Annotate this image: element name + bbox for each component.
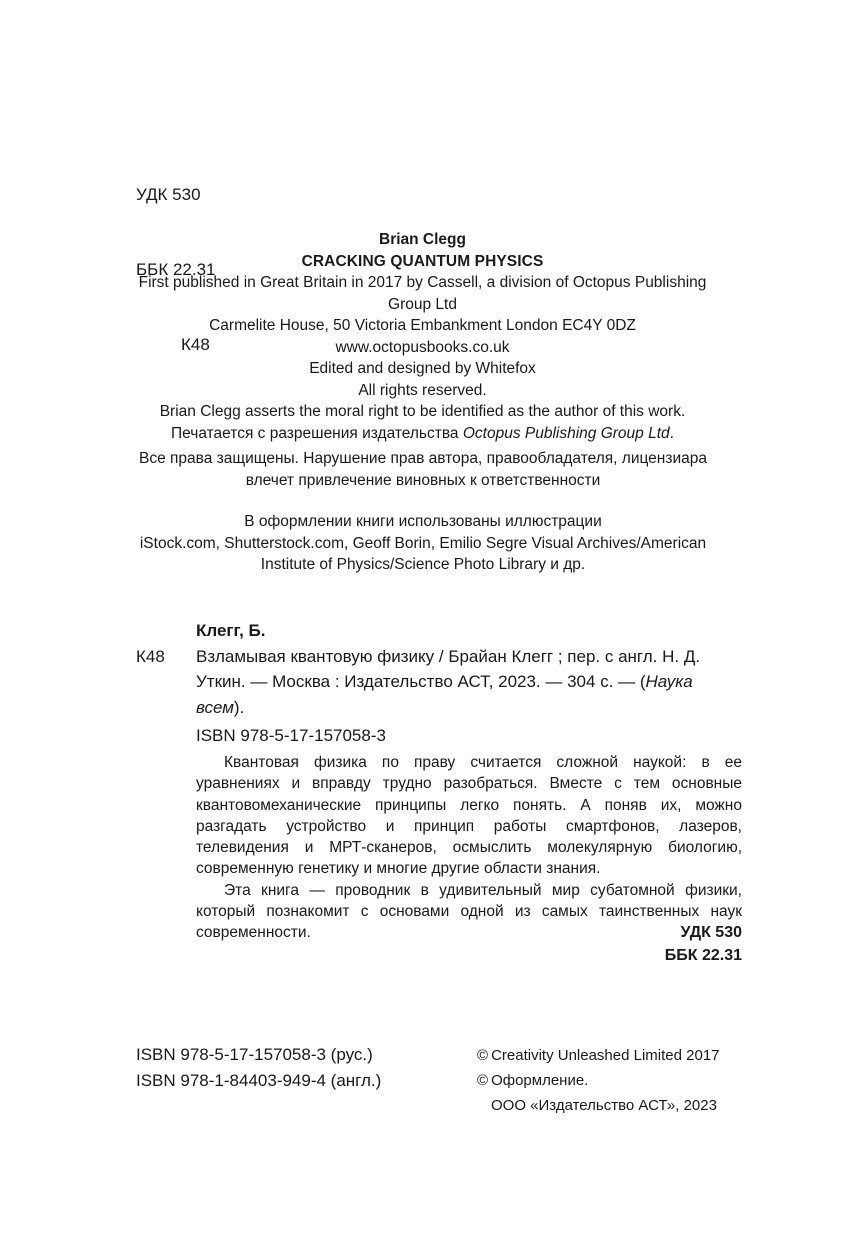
catalog-description-text: Взламывая квантовую физику / Брайан Клегг ; пер. с англ. Н. Д. Уткин. — Москва : Издательство АСТ, 2023. — 304 с. — ( (196, 646, 701, 691)
credits-line-2: Institute of Physics/Science Photo Library и др. (260, 556, 586, 573)
permission-publisher-italic: Octopus Publishing Group Ltd (462, 424, 670, 442)
imprint-rights-reserved: All rights reserved. (358, 381, 487, 399)
annotation-block (196, 752, 742, 944)
copyright-holder-2-detail: ООО «Издательство АСТ», 2023 (491, 1097, 717, 1114)
imprint-edited-by: Edited and designed by Whitefox (309, 360, 536, 377)
copyright-holder-1: Creativity Unleashed Limited 2017 (491, 1047, 720, 1064)
imprint-author: Brian Clegg (379, 231, 466, 248)
bbk-code-top: ББК 22.31 (136, 260, 216, 279)
catalog-entry (136, 618, 742, 720)
permission-prefix: Печатается с разрешения издательства (171, 424, 463, 442)
imprint-published-line-2: Group Ltd (388, 295, 457, 313)
catalog-series-italic: Наука всем (196, 672, 693, 717)
rights-notice-line-1: Все права защищены. Нарушение прав автора, правообладателя, лицензиара (139, 450, 707, 467)
copyright-holder-2: Оформление. (491, 1072, 589, 1089)
imprint-moral-right: Brian Clegg asserts the moral right to be identified as the author of this work. (159, 403, 686, 420)
udk-code-top: УДК 530 (136, 185, 201, 204)
catalog-author-mark: К48 (136, 646, 165, 666)
copyright-icon-2: © (477, 1072, 489, 1089)
credits-line-1: iStock.com, Shutterstock.com, Geoff Borin, Emilio Segre Visual Archives/American (139, 534, 707, 552)
copyright-row-2 (477, 1068, 747, 1093)
copyright-icon: © (477, 1047, 489, 1064)
footer-isbn-russian: ISBN 978-5-17-157058-3 (рус.) (136, 1045, 373, 1064)
annotation-paragraph-1: Квантовая физика по праву считается сложной наукой: в ее уравнениях и вправду трудно разобраться. Вместе с тем основные квантовомеханические принципы легко понять. А поняв их, можно разгадать устройство и принцип работы смартфонов, лазеров, телевидения и МРТ-сканеров, осмыслить молекулярную биологию, современную генетику и многие другие области знания. (196, 754, 742, 878)
author-mark-top: К48 (181, 335, 210, 354)
bbk-code-bottom: ББК 22.31 (664, 947, 742, 964)
copyright-row-1 (477, 1043, 747, 1068)
rights-notice-block (118, 448, 728, 491)
catalog-author-name: Клегг, Б. (196, 621, 266, 640)
catalog-description-end: ). (233, 697, 245, 717)
imprint-website: www.octopusbooks.co.uk (335, 338, 510, 356)
annotation-paragraph-2: Эта книга — проводник в удивительный мир субатомной физики, который познакомит с основами одной из самых таинственных наук современности. (196, 881, 742, 942)
footer-isbn-english: ISBN 978-1-84403-949-4 (англ.) (136, 1071, 382, 1090)
catalog-description (196, 644, 742, 721)
imprint-title: CRACKING QUANTUM PHYSICS (301, 252, 544, 270)
footer-copyright-block (477, 1043, 747, 1118)
rights-notice-line-2: влечет привлечение виновных к ответственности (245, 471, 601, 489)
credits-heading: В оформлении книги использованы иллюстрации (244, 513, 602, 530)
imprint-russian-permission (120, 423, 725, 445)
imprint-address: Carmelite House, 50 Victoria Embankment London EC4Y 0DZ (209, 317, 636, 334)
classification-block-bottom (442, 921, 742, 967)
catalog-isbn: ISBN 978-5-17-157058-3 (196, 726, 386, 745)
permission-suffix: . (669, 424, 674, 442)
imprint-published-line-1: First published in Great Britain in 2017 by Cassell, a division of Octopus Publishing (138, 274, 707, 291)
imprint-block (120, 229, 725, 444)
udk-code-bottom: УДК 530 (680, 924, 742, 941)
catalog-body (136, 644, 742, 721)
footer-isbn-block (136, 1042, 381, 1094)
illustration-credits-block (118, 511, 728, 576)
